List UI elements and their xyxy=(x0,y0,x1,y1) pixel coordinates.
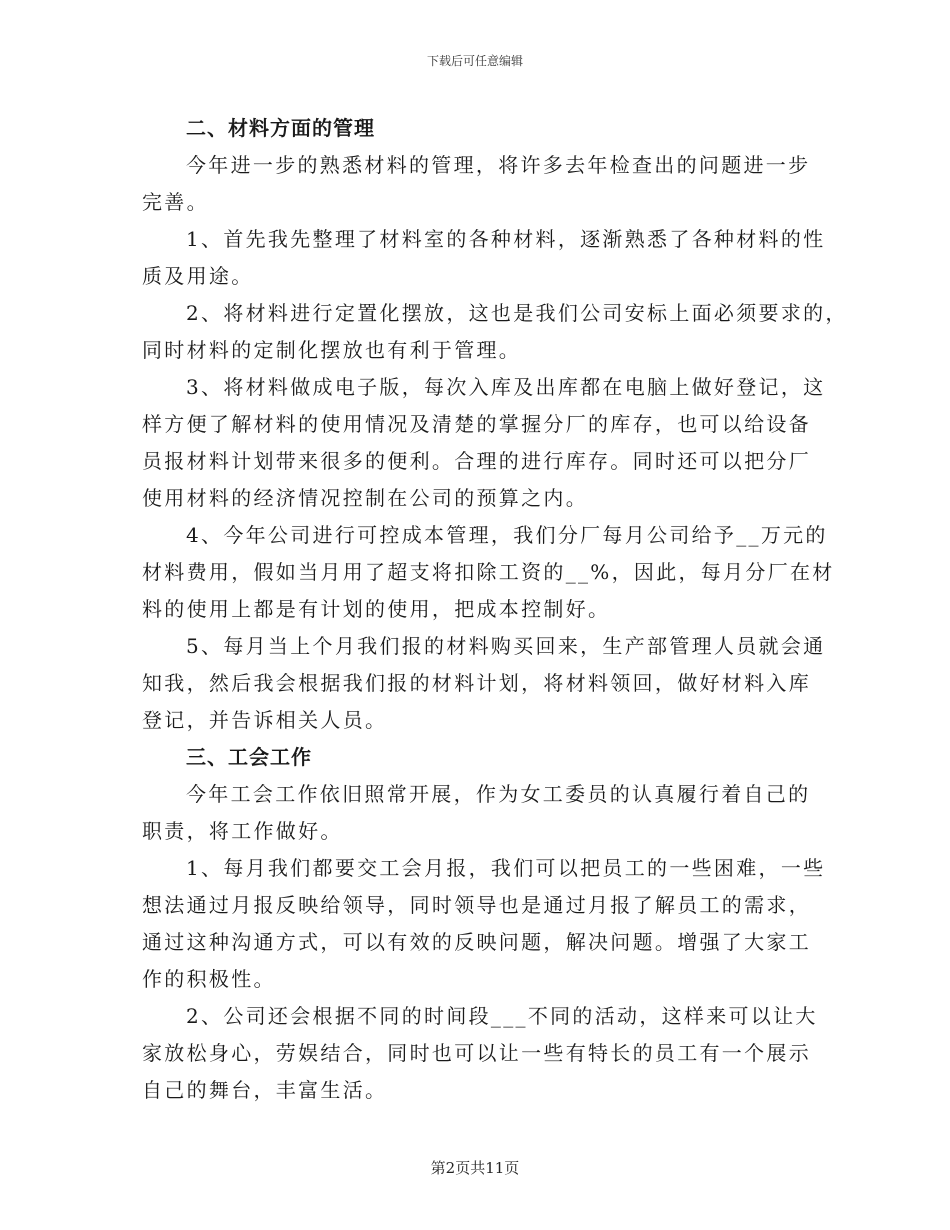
paragraph-line: 同时材料的定制化摆放也有利于管理。 xyxy=(142,338,522,362)
document-body xyxy=(142,110,848,1109)
paragraph-line: 使用材料的经济情况控制在公司的预算之内。 xyxy=(142,486,588,510)
paragraph-line: 1、每月我们都要交工会月报，我们可以把员工的一些困难，一些 xyxy=(186,856,826,880)
paragraph-line: 2、将材料进行定置化摆放，这也是我们公司安标上面必须要求的， xyxy=(186,301,848,325)
paragraph-line: 自己的舞台，丰富生活。 xyxy=(142,1078,388,1102)
paragraph-line: 通过这种沟通方式，可以有效的反映问题，解决问题。增强了大家工 xyxy=(142,930,811,954)
paragraph-line: 今年进一步的熟悉材料的管理，将许多去年检查出的问题进一步 xyxy=(186,153,811,177)
paragraph-line: 质及用途。 xyxy=(142,264,254,288)
paragraph-line: 员报材料计划带来很多的便利。合理的进行库存。同时还可以把分厂 xyxy=(142,449,811,473)
paragraph-line: 3、将材料做成电子版，每次入库及出库都在电脑上做好登记，这 xyxy=(186,375,826,399)
section-heading-materials: 二、材料方面的管理 xyxy=(186,116,375,140)
section-heading-union: 三、工会工作 xyxy=(186,745,312,769)
paragraph-line: 1、首先我先整理了材料室的各种材料，逐渐熟悉了各种材料的性 xyxy=(186,227,826,251)
page-number-footer: 第2页共11页 xyxy=(430,1159,520,1177)
paragraph-line: 家放松身心，劳娱结合，同时也可以让一些有特长的员工有一个展示 xyxy=(142,1041,811,1065)
paragraph-line: 职责，将工作做好。 xyxy=(142,819,343,843)
page-header-note: 下载后可任意编辑 xyxy=(426,54,523,68)
paragraph-line: 2、公司还会根据不同的时间段___不同的活动，这样来可以让大 xyxy=(186,1004,818,1028)
paragraph-line: 今年工会工作依旧照常开展，作为女工委员的认真履行着自己的 xyxy=(186,782,811,806)
paragraph-line: 作的积极性。 xyxy=(142,967,276,991)
paragraph-line: 样方便了解材料的使用情况及清楚的掌握分厂的库存，也可以给设备 xyxy=(142,412,811,436)
paragraph-line: 知我，然后我会根据我们报的材料计划，将材料领回，做好材料入库 xyxy=(142,671,811,695)
paragraph-line: 想法通过月报反映给领导，同时领导也是通过月报了解员工的需求， xyxy=(142,893,811,917)
paragraph-line: 完善。 xyxy=(142,190,209,214)
paragraph-line: 材料费用，假如当月用了超支将扣除工资的__%，因此，每月分厂在材 xyxy=(142,560,835,584)
paragraph-line: 5、每月当上个月我们报的材料购买回来，生产部管理人员就会通 xyxy=(186,634,826,658)
paragraph-line: 料的使用上都是有计划的使用，把成本控制好。 xyxy=(142,597,611,621)
paragraph-line: 登记，并告诉相关人员。 xyxy=(142,708,388,732)
paragraph-line: 4、今年公司进行可控成本管理，我们分厂每月公司给予__万元的 xyxy=(186,523,828,547)
